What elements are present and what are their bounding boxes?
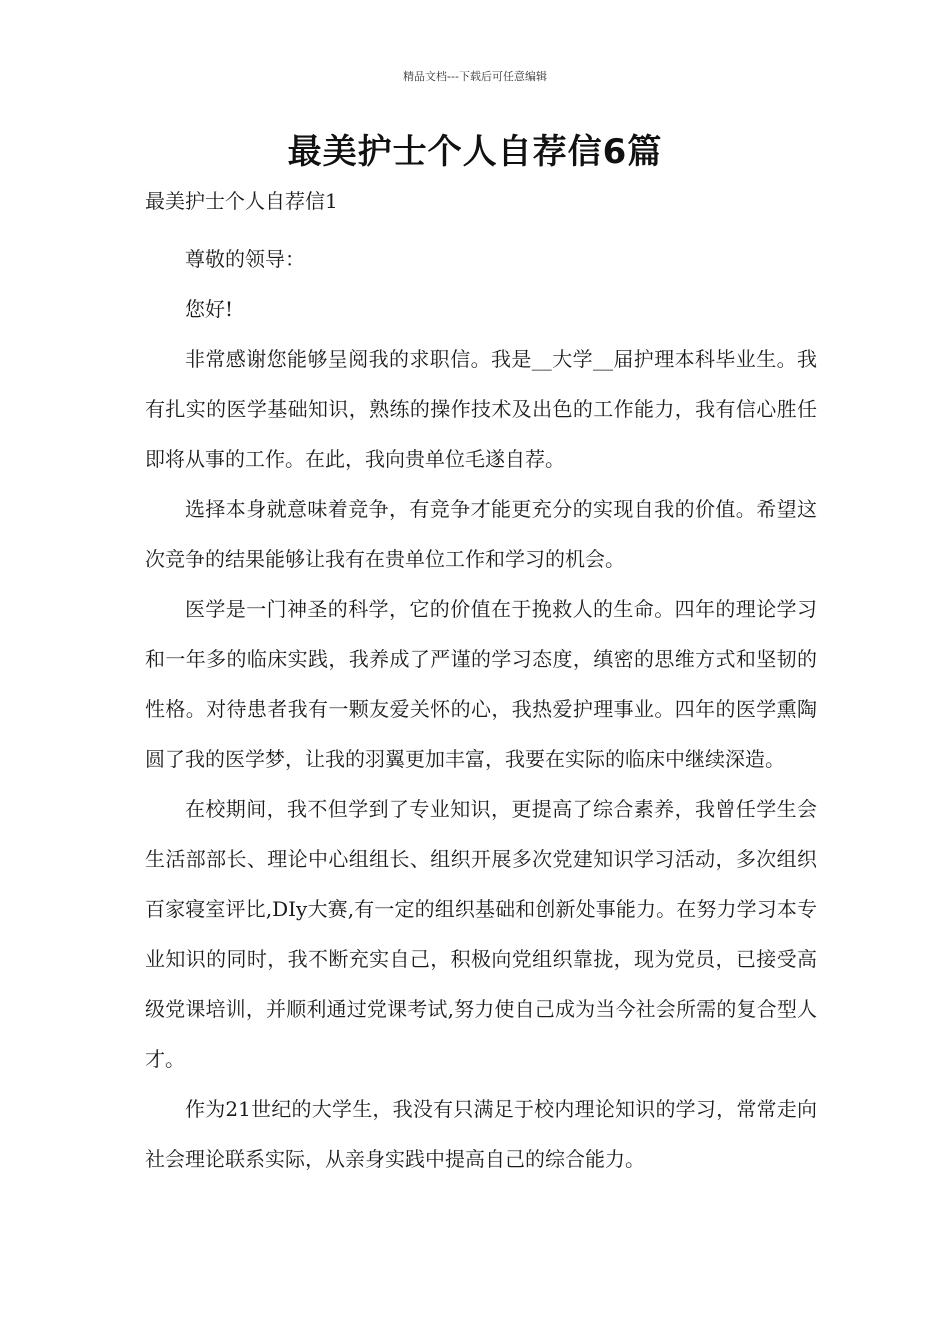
greeting: 您好! — [185, 297, 234, 321]
body-paragraph: 医学是一门神圣的科学，它的价值在于挽救人的生命。四年的理论学习和一年多的临床实践，我养成了严谨的学习态度，缜密的思维方式和坚韧的性格。对待患者我有一颗友爱关怀的心，我热爱护理事业。四年的医学熏陶圆了我的医学梦，让我的羽翼更加丰富，我要在实际的临床中继续深造。 — [145, 597, 817, 771]
body-paragraph: 作为21世纪的大学生，我没有只满足于校内理论知识的学习，常常走向社会理论联系实际，从亲身实践中提高自己的综合能力。 — [145, 1097, 817, 1171]
body-paragraph: 在校期间，我不但学到了专业知识，更提高了综合素养，我曾任学生会生活部部长、理论中心组组长、组织开展多次党建知识学习活动，多次组织百家寝室评比,DIy大赛,有一定的组织基础和创新处事能力。在努力学习本专业知识的同时，我不断充实自己，积极向党组织靠拢，现为党员，已接受高级党课培训，并顺利通过党课考试,努力使自己成为当今社会所需的复合型人才。 — [145, 797, 817, 1071]
document-title: 最美护士个人自荐信6篇 — [287, 132, 663, 172]
body-paragraph: 非常感谢您能够呈阅我的求职信。我是__大学__届护理本科毕业生。我有扎实的医学基础知识，熟练的操作技术及出色的工作能力，我有信心胜任即将从事的工作。在此，我向贵单位毛遂自荐。 — [145, 347, 817, 471]
body-paragraph: 选择本身就意味着竞争，有竞争才能更充分的实现自我的价值。希望这次竞争的结果能够让我有在贵单位工作和学习的机会。 — [145, 497, 817, 571]
salutation: 尊敬的领导： — [185, 247, 305, 271]
letter-body — [145, 234, 817, 1184]
letter-subheading: 最美护士个人自荐信1 — [145, 189, 338, 213]
page-header-note: 精品文档---下载后可任意编辑 — [403, 70, 547, 83]
